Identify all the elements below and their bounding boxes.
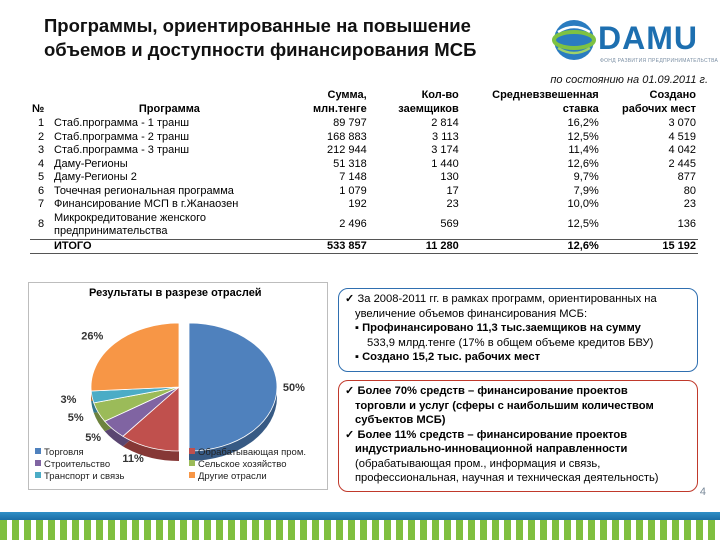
pie-label-26%: 26% <box>81 330 104 343</box>
row-sum: 168 883 <box>326 130 367 143</box>
row-jobs: 4 519 <box>668 130 696 143</box>
col-borrowers-l2: заемщиков <box>398 103 459 115</box>
check-icon: ✓ <box>345 293 355 305</box>
row-program-l1: Микрокредитование женского <box>54 211 206 224</box>
title-line-1: Программы, ориентированные на повышение <box>44 15 471 36</box>
row-rate: 7,9% <box>573 184 599 197</box>
legend-label-1: Обрабатывающая пром. <box>198 447 306 458</box>
box2-b-line-1 <box>345 428 691 443</box>
total-label: ИТОГО <box>52 239 287 254</box>
row-rate: 9,7% <box>573 171 599 183</box>
row-borrowers: 23 <box>446 198 459 210</box>
box2-b-text-1: Более 11% средств – финансирование проектов <box>357 428 628 441</box>
col-borrowers-l1: Кол-во <box>421 89 459 101</box>
box2-b-line-3: (обрабатывающая пром., информация и связь, <box>355 457 601 470</box>
box1-line-1 <box>345 292 691 307</box>
footer-band <box>0 512 720 520</box>
row-jobs: 2 445 <box>668 157 696 170</box>
row-sum: 2 496 <box>339 218 367 231</box>
structure-box <box>338 380 698 492</box>
col-program: Программа <box>138 103 200 115</box>
row-program: Стаб.программа - 2 транш <box>54 130 190 143</box>
box1-text-1: За 2008-2011 гг. в рамках программ, ориентированных на <box>357 293 657 305</box>
col-jobs <box>601 88 698 117</box>
row-sum: 1 079 <box>339 184 367 197</box>
box2-b-line-2: индустриально-инновационной направленности <box>355 443 628 455</box>
table-row <box>30 212 698 240</box>
table-row <box>30 198 698 212</box>
row-borrowers: 1 440 <box>431 157 459 170</box>
legend-label-5: Другие отрасли <box>198 471 267 482</box>
pie-label-50%: 50% <box>282 382 305 394</box>
pie-label-5%: 5% <box>67 411 84 424</box>
footer-stripes <box>0 520 720 540</box>
row-sum: 192 <box>348 198 367 210</box>
total-sum: 533 857 <box>287 239 369 254</box>
row-rate: 16,2% <box>567 117 599 129</box>
pie-label-3%: 3% <box>60 393 77 406</box>
col-sum-l1: Сумма, <box>327 89 367 101</box>
summary-box <box>338 288 698 372</box>
row-borrowers: 3 113 <box>432 130 459 143</box>
row-jobs: 3 070 <box>668 117 696 129</box>
row-sum: 51 318 <box>333 157 367 170</box>
table-row <box>30 131 698 145</box>
row-rate: 12,5% <box>567 130 599 143</box>
row-borrowers: 17 <box>446 184 459 197</box>
row-sum: 89 797 <box>333 117 367 129</box>
row-program: Даму-Регионы <box>54 157 128 170</box>
table-row <box>30 171 698 185</box>
logo-text: DAMU <box>598 20 698 56</box>
row-jobs: 23 <box>683 198 696 210</box>
table-row <box>30 185 698 199</box>
col-num: № <box>32 103 45 115</box>
check-icon: ✓ <box>345 428 355 441</box>
row-jobs: 4 042 <box>668 144 696 156</box>
box1-bullet-1-text: Профинансировано 11,3 тыс.заемщиков на сумму <box>362 322 641 334</box>
row-sum: 7 148 <box>339 171 367 183</box>
table-header-row <box>30 88 698 117</box>
row-num: 1 <box>37 117 45 129</box>
row-program: Точечная региональная программа <box>54 184 234 197</box>
pie-slice-Другие отрасли <box>91 323 179 391</box>
row-borrowers: 3 174 <box>431 144 459 156</box>
legend-label-0: Торговля <box>44 447 84 458</box>
box1-bullet-2: ▪ Создано 15,2 тыс. рабочих мест <box>355 351 541 363</box>
pie-slice-Торговля <box>189 323 277 451</box>
col-sum <box>287 88 369 117</box>
legend-label-4: Транспорт и связь <box>44 471 125 482</box>
box1-bullet-1: ▪ Профинансировано 11,3 тыс.заемщиков на сумму <box>355 322 641 334</box>
row-rate: 12,5% <box>567 218 599 231</box>
row-num: 7 <box>37 198 45 210</box>
col-rate <box>461 88 601 117</box>
damu-globe-icon <box>550 16 598 64</box>
box2-a-line-3: субъектов МСБ) <box>355 414 446 426</box>
legend-swatch-0 <box>35 448 41 454</box>
row-num: 3 <box>37 144 45 156</box>
total-num-cell <box>30 239 52 254</box>
chart-title: Результаты в разрезе отраслей <box>89 287 262 299</box>
row-program: Финансирование МСП в г.Жанаозен <box>54 198 239 210</box>
legend-swatch-1 <box>189 448 195 454</box>
legend-label-3: Сельское хозяйство <box>198 459 287 470</box>
col-borrowers <box>369 88 461 117</box>
row-program: Даму-Регионы 2 <box>54 171 137 183</box>
row-borrowers: 2 814 <box>431 117 459 129</box>
industry-chart <box>28 282 328 490</box>
col-rate-l1: Средневзвешенная <box>492 89 599 101</box>
row-rate: 11,4% <box>568 144 599 156</box>
box2-a-line-1 <box>345 384 691 399</box>
title-line-2: объемов и доступности финансирования МСБ <box>44 39 477 60</box>
total-rate: 12,6% <box>461 239 601 254</box>
total-jobs: 15 192 <box>601 239 698 254</box>
programs-table <box>30 88 698 254</box>
total-borrowers: 11 280 <box>369 239 461 254</box>
box2-a-line-2: торговли и услуг (сферы с наибольшим количеством <box>355 399 654 412</box>
col-jobs-l1: Создано <box>649 89 696 101</box>
row-borrowers: 569 <box>440 218 459 231</box>
row-program <box>52 212 287 240</box>
logo-subtitle: ФОНД РАЗВИТИЯ ПРЕДПРИНИМАТЕЛЬСТВА <box>600 58 719 64</box>
check-icon: ✓ <box>345 385 355 397</box>
col-jobs-l2: рабочих мест <box>621 103 696 115</box>
box2-a-text-1: Более 70% средств – финансирование проектов <box>357 385 628 397</box>
row-num: 4 <box>37 157 45 170</box>
legend-label-2: Строительство <box>44 459 111 470</box>
row-borrowers: 130 <box>440 171 459 183</box>
table-row <box>30 117 698 131</box>
pie-label-11%: 11% <box>122 453 144 466</box>
as-of-date: по состоянию на 01.09.2011 г. <box>550 74 708 86</box>
row-program: Стаб.программа - 3 транш <box>54 144 190 156</box>
legend-swatch-2 <box>35 460 41 466</box>
row-jobs: 136 <box>677 218 696 231</box>
legend-swatch-4 <box>35 472 41 478</box>
box2-b-line-4: профессиональная, научная и техническая деятельность) <box>355 472 659 484</box>
row-num: 6 <box>37 184 45 197</box>
table-row <box>30 158 698 172</box>
row-program-l2: предпринимательства <box>54 225 168 237</box>
row-num: 5 <box>37 171 45 183</box>
legend-swatch-5 <box>189 472 195 478</box>
row-num: 8 <box>37 218 45 231</box>
row-rate: 10,0% <box>567 198 599 210</box>
row-jobs: 80 <box>683 184 696 197</box>
col-sum-l2: млн.тенге <box>313 103 367 115</box>
damu-logo <box>550 14 719 72</box>
col-rate-l2: ставка <box>562 103 599 115</box>
row-rate: 12,6% <box>567 157 599 170</box>
table-row <box>30 144 698 158</box>
table-total-row <box>30 239 698 254</box>
page-title <box>44 14 524 62</box>
pie-label-5%: 5% <box>85 431 102 444</box>
row-program: Стаб.программа - 1 транш <box>54 117 190 129</box>
page-number: 4 <box>699 486 706 498</box>
box1-line-2: увеличение объемов финансирования МСБ: <box>355 307 588 320</box>
row-num: 2 <box>37 130 45 143</box>
row-jobs: 877 <box>677 171 696 183</box>
legend-swatch-3 <box>189 460 195 466</box>
pie-chart <box>29 283 327 489</box>
box1-bullet-1-line-2: 533,9 млрд.тенге (17% в общем объеме кредитов БВУ) <box>367 336 654 349</box>
row-sum: 212 944 <box>326 144 367 156</box>
box1-bullet-2-text: Создано 15,2 тыс. рабочих мест <box>362 351 541 363</box>
